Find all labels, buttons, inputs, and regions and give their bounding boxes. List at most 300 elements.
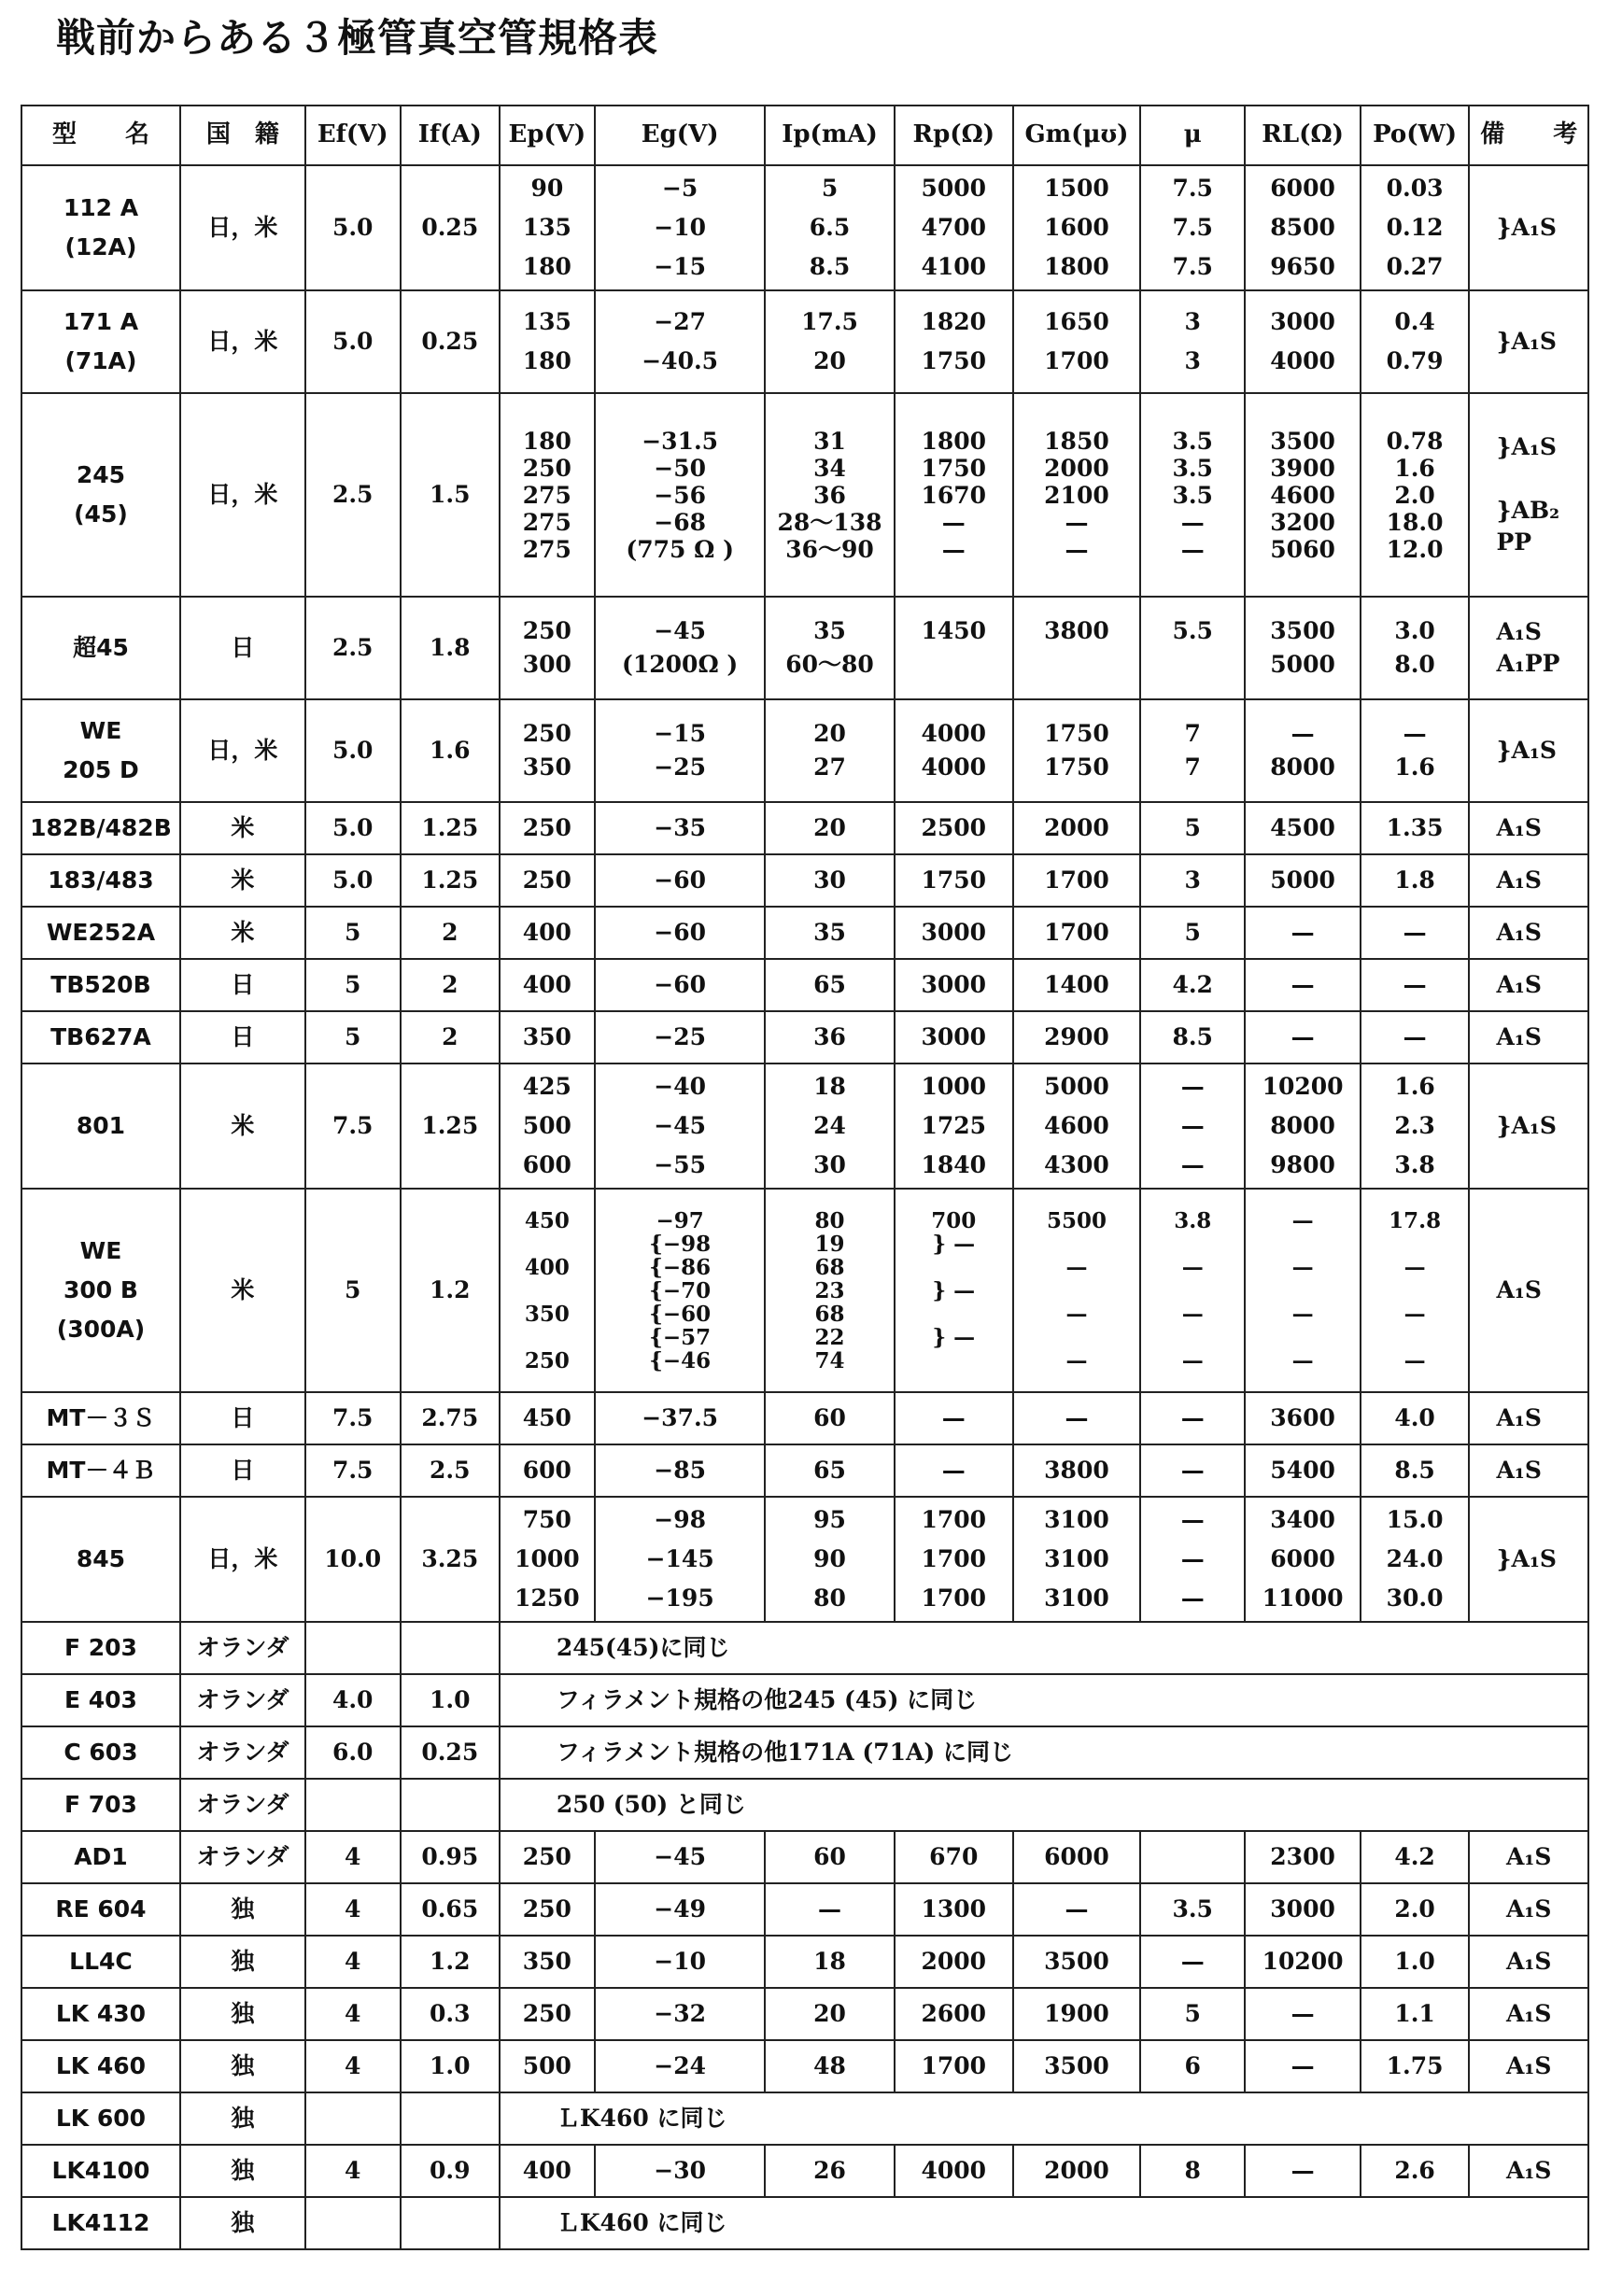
table-row xyxy=(21,2040,1588,2092)
remarks-cell xyxy=(1469,290,1588,393)
rp-cell: 2000 xyxy=(895,1936,1013,1988)
ep-cell xyxy=(500,1497,595,1622)
rp-cell xyxy=(895,1497,1013,1622)
ep-cell: 250 xyxy=(500,1988,595,2040)
remarks-cell xyxy=(1469,1063,1588,1189)
model-cell-value: 171 A xyxy=(63,308,139,335)
ef-cell xyxy=(305,2092,401,2145)
table-row xyxy=(21,2197,1588,2249)
po-cell-value xyxy=(1365,1233,1465,1256)
remarks-cell xyxy=(1469,1011,1588,1063)
eg-cell-value: −45 xyxy=(654,1112,707,1139)
ef-cell: 4 xyxy=(305,2040,401,2092)
rl-cell-value: 10200 xyxy=(1262,1073,1344,1100)
ip-cell-value: 23 xyxy=(814,1277,845,1303)
eg-cell xyxy=(595,854,766,907)
nationality-cell: オランダ xyxy=(180,1779,305,1831)
model-cell: LK 460 xyxy=(21,2040,180,2092)
same-as-text: 245(45)に同じ xyxy=(500,1622,1588,1674)
rl-cell-value: 3000 xyxy=(1270,308,1335,335)
rl-cell-value: — xyxy=(1291,919,1315,946)
gm-cell: 6000 xyxy=(1013,1831,1140,1883)
gm-cell-value: 4300 xyxy=(1044,1151,1109,1178)
rp-cell xyxy=(895,907,1013,959)
header-gm: Gm(μʊ) xyxy=(1013,106,1140,165)
rp-cell-value: 1700 xyxy=(921,1585,987,1612)
header-mu: μ xyxy=(1140,106,1246,165)
table-row xyxy=(21,1988,1588,2040)
rp-cell: 4000 xyxy=(895,2145,1013,2197)
remarks-cell-value: PP xyxy=(1496,528,1532,556)
rl-cell: 3000 xyxy=(1245,1883,1360,1936)
if-cell: 2 xyxy=(401,907,500,959)
mu-cell-value: — xyxy=(1180,1457,1205,1484)
rp-cell: 2600 xyxy=(895,1988,1013,2040)
mu-cell: 5 xyxy=(1140,1988,1246,2040)
model-cell-value: 205 D xyxy=(63,756,139,783)
table-row xyxy=(21,1936,1588,1988)
rl-cell xyxy=(1245,1444,1360,1497)
ep-cell-value: 90 xyxy=(530,175,564,202)
gm-cell xyxy=(1013,1189,1140,1392)
ep-cell-value: 350 xyxy=(522,1023,571,1050)
mu-cell-value xyxy=(1145,1326,1241,1349)
ip-cell-value: 31 xyxy=(813,427,846,455)
rp-cell-value: — xyxy=(941,508,966,536)
ef-cell: 5.0 xyxy=(305,802,401,854)
model-cell: LK4112 xyxy=(21,2197,180,2249)
gm-cell: 1900 xyxy=(1013,1988,1140,2040)
eg-cell xyxy=(595,290,766,393)
same-as-text: 250 (50) と同じ xyxy=(500,1779,1588,1831)
if-cell: 1.2 xyxy=(401,1936,500,1988)
if-cell: 3.25 xyxy=(401,1497,500,1622)
eg-cell-value: −45 xyxy=(654,617,707,644)
rl-cell: — xyxy=(1245,1988,1360,2040)
rl-cell-value xyxy=(1249,1279,1355,1303)
rl-cell-value: 4600 xyxy=(1270,481,1335,509)
po-cell: 1.75 xyxy=(1361,2040,1470,2092)
gm-cell: 3500 xyxy=(1013,2040,1140,2092)
ip-cell xyxy=(765,959,894,1011)
ef-cell: 2.5 xyxy=(305,597,401,699)
nationality-cell: 日 xyxy=(180,959,305,1011)
rp-cell xyxy=(895,802,1013,854)
ep-cell xyxy=(500,1011,595,1063)
model-cell-value: MT－３Ｓ xyxy=(46,1404,156,1431)
rp-cell-value: 1750 xyxy=(921,347,987,374)
if-cell: 2.75 xyxy=(401,1392,500,1444)
rl-cell-value: 3600 xyxy=(1270,1404,1335,1431)
mu-cell-value: — xyxy=(1180,1073,1205,1100)
eg-cell-value: {−86 xyxy=(649,1254,712,1280)
mu-cell xyxy=(1140,907,1246,959)
ip-cell-value: 34 xyxy=(813,454,846,482)
model-cell-value: 300 B xyxy=(63,1276,138,1303)
ef-cell: 4 xyxy=(305,1831,401,1883)
ep-cell-value: 450 xyxy=(522,1404,571,1431)
po-cell xyxy=(1361,1063,1470,1189)
ip-cell-value: 28～138 xyxy=(777,508,882,536)
mu-cell-value: — xyxy=(1181,1301,1204,1327)
ef-cell: 5.0 xyxy=(305,165,401,290)
po-cell-value: 4.0 xyxy=(1394,1404,1435,1431)
eg-cell-value: −68 xyxy=(654,508,707,536)
ip-cell xyxy=(765,290,894,393)
same-as-text: ＬK460 に同じ xyxy=(500,2092,1588,2145)
nationality-cell: 日，米 xyxy=(180,290,305,393)
ef-cell: 5.0 xyxy=(305,854,401,907)
eg-cell xyxy=(595,907,766,959)
table-row xyxy=(21,1622,1588,1674)
po-cell-value: 24.0 xyxy=(1386,1545,1444,1572)
rp-cell xyxy=(895,393,1013,597)
model-cell xyxy=(21,959,180,1011)
gm-cell-value: 1700 xyxy=(1044,347,1109,374)
ep-cell xyxy=(500,1063,595,1189)
nationality-cell: 米 xyxy=(180,907,305,959)
gm-cell-value: 2000 xyxy=(1044,454,1109,482)
model-cell: F 203 xyxy=(21,1622,180,1674)
rp-cell-value: 1820 xyxy=(921,308,987,335)
ef-cell xyxy=(305,1622,401,1674)
gm-cell-value xyxy=(1018,1326,1135,1349)
po-cell: 1.0 xyxy=(1361,1936,1470,1988)
mu-cell-value: 4.2 xyxy=(1172,971,1213,998)
remarks-cell xyxy=(1469,597,1588,699)
gm-cell-value: 1750 xyxy=(1044,754,1109,781)
nationality-cell: 日，米 xyxy=(180,1497,305,1622)
ep-cell-value xyxy=(504,1326,590,1349)
ep-cell-value: 425 xyxy=(522,1073,571,1100)
ip-cell xyxy=(765,1444,894,1497)
gm-cell-value: 2900 xyxy=(1044,1023,1109,1050)
eg-cell: −30 xyxy=(595,2145,766,2197)
gm-cell-value: 1850 xyxy=(1044,427,1109,455)
eg-cell-value: −195 xyxy=(645,1585,714,1612)
eg-cell xyxy=(595,1444,766,1497)
mu-cell: — xyxy=(1140,1936,1246,1988)
rp-cell-value: } — xyxy=(932,1324,976,1350)
rl-cell xyxy=(1245,1497,1360,1622)
if-cell: 0.95 xyxy=(401,1831,500,1883)
model-cell xyxy=(21,393,180,597)
eg-cell-value: −15 xyxy=(654,253,707,280)
rp-cell-value: 1450 xyxy=(921,617,987,644)
nationality-cell: 日，米 xyxy=(180,393,305,597)
model-cell: AD1 xyxy=(21,1831,180,1883)
mu-cell-value: 7.5 xyxy=(1172,214,1213,241)
mu-cell-value: — xyxy=(1180,1404,1205,1431)
remarks-cell-value: }A₁S xyxy=(1496,328,1557,355)
eg-cell-value: −40 xyxy=(654,1073,707,1100)
ep-cell xyxy=(500,854,595,907)
rp-cell-value: 1800 xyxy=(921,427,987,455)
nationality-cell: 米 xyxy=(180,802,305,854)
ef-cell: 4.0 xyxy=(305,1674,401,1726)
remarks-cell-value: }A₁S xyxy=(1496,433,1557,460)
remarks-cell-value: A₁S xyxy=(1496,1276,1542,1303)
po-cell-value: 1.6 xyxy=(1394,454,1435,482)
table-row xyxy=(21,597,1588,699)
rl-cell xyxy=(1245,1392,1360,1444)
po-cell xyxy=(1361,165,1470,290)
mu-cell xyxy=(1140,1831,1246,1883)
gm-cell: 3500 xyxy=(1013,1936,1140,1988)
ip-cell-value: 30 xyxy=(813,866,846,894)
nationality-cell: 日，米 xyxy=(180,699,305,802)
mu-cell-value: 3.5 xyxy=(1172,427,1213,455)
table-row xyxy=(21,854,1588,907)
remarks-cell xyxy=(1469,802,1588,854)
mu-cell-value: 7 xyxy=(1184,754,1201,781)
po-cell-value: 3.0 xyxy=(1394,617,1435,644)
mu-cell: 8 xyxy=(1140,2145,1246,2197)
po-cell xyxy=(1361,854,1470,907)
rl-cell-value: 3200 xyxy=(1270,508,1335,536)
eg-cell-value: −85 xyxy=(654,1457,707,1484)
mu-cell-value: 5 xyxy=(1184,919,1201,946)
ep-cell-value: 300 xyxy=(522,651,571,678)
if-cell: 1.25 xyxy=(401,802,500,854)
if-cell xyxy=(401,1622,500,1674)
rl-cell xyxy=(1245,393,1360,597)
rl-cell-value: — xyxy=(1291,1023,1315,1050)
po-cell-value xyxy=(1365,1326,1465,1349)
ef-cell: 6.0 xyxy=(305,1726,401,1779)
rp-cell-value xyxy=(899,648,1008,682)
ip-cell: 48 xyxy=(765,2040,894,2092)
ip-cell-value: 68 xyxy=(814,1301,845,1327)
rp-cell-value xyxy=(899,1256,1008,1279)
rl-cell xyxy=(1245,959,1360,1011)
model-cell: LK 430 xyxy=(21,1988,180,2040)
model-cell: LK 600 xyxy=(21,2092,180,2145)
rp-cell-value: 1000 xyxy=(921,1073,987,1100)
if-cell xyxy=(401,2197,500,2249)
gm-cell xyxy=(1013,699,1140,802)
remarks-cell-value: A₁S xyxy=(1496,971,1542,998)
header-model: 型 名 xyxy=(21,106,180,165)
mu-cell: 3.5 xyxy=(1140,1883,1246,1936)
nationality-cell: 独 xyxy=(180,2092,305,2145)
rl-cell: 10200 xyxy=(1245,1936,1360,1988)
nationality-cell: 米 xyxy=(180,1189,305,1392)
remarks-cell-value: }A₁S xyxy=(1496,214,1557,241)
same-as-text: フィラメント規格の他245 (45) に同じ xyxy=(500,1674,1588,1726)
rl-cell-value: 5000 xyxy=(1270,651,1335,678)
eg-cell: −49 xyxy=(595,1883,766,1936)
mu-cell xyxy=(1140,1444,1246,1497)
gm-cell-value: 1750 xyxy=(1044,720,1109,747)
po-cell-value: — xyxy=(1403,1301,1426,1327)
rp-cell xyxy=(895,165,1013,290)
rp-cell-value: 1725 xyxy=(921,1112,987,1139)
rl-cell xyxy=(1245,1063,1360,1189)
ep-cell: 250 xyxy=(500,1831,595,1883)
eg-cell-value: (1200Ω ) xyxy=(622,651,739,678)
ef-cell: 5.0 xyxy=(305,290,401,393)
remarks-cell-value: }A₁S xyxy=(1496,1112,1557,1139)
model-cell-value: 845 xyxy=(76,1545,126,1572)
eg-cell xyxy=(595,597,766,699)
ip-cell-value: 20 xyxy=(813,814,846,841)
remarks-cell: A₁S xyxy=(1469,1936,1588,1988)
nationality-cell: オランダ xyxy=(180,1831,305,1883)
ip-cell-value: 60 xyxy=(813,1404,846,1431)
ep-cell-value: 450 xyxy=(524,1207,570,1233)
mu-cell-value: 3 xyxy=(1184,308,1201,335)
po-cell xyxy=(1361,393,1470,597)
remarks-cell-value: A₁PP xyxy=(1496,650,1560,677)
ip-cell-value: 60～80 xyxy=(785,651,874,678)
ep-cell xyxy=(500,597,595,699)
eg-cell-value: {−60 xyxy=(649,1301,712,1327)
gm-cell-value xyxy=(1018,1279,1135,1303)
rp-cell-value: 4000 xyxy=(921,720,987,747)
ef-cell xyxy=(305,2197,401,2249)
po-cell: 2.6 xyxy=(1361,2145,1470,2197)
eg-cell: −45 xyxy=(595,1831,766,1883)
model-cell: RE 604 xyxy=(21,1883,180,1936)
gm-cell-value: 1700 xyxy=(1044,919,1109,946)
po-cell-value: 8.0 xyxy=(1394,651,1435,678)
rl-cell-value: 8000 xyxy=(1270,754,1335,781)
model-cell-value: 183/483 xyxy=(48,866,154,894)
gm-cell xyxy=(1013,165,1140,290)
remarks-cell xyxy=(1469,907,1588,959)
eg-cell-value: −35 xyxy=(654,814,707,841)
ep-cell xyxy=(500,907,595,959)
header-po: Po(W) xyxy=(1361,106,1470,165)
nationality-cell: 独 xyxy=(180,2040,305,2092)
eg-cell xyxy=(595,1189,766,1392)
eg-cell-value: −98 xyxy=(654,1506,707,1533)
ip-cell xyxy=(765,393,894,597)
model-cell-value: TB627A xyxy=(50,1023,151,1050)
gm-cell xyxy=(1013,290,1140,393)
rp-cell-value xyxy=(899,1349,1008,1373)
mu-cell-value: — xyxy=(1181,1254,1204,1280)
table-row xyxy=(21,2092,1588,2145)
rp-cell-value xyxy=(899,1303,1008,1326)
table-row xyxy=(21,1189,1588,1392)
model-cell xyxy=(21,802,180,854)
mu-cell-value: 7.5 xyxy=(1172,175,1213,202)
gm-cell xyxy=(1013,393,1140,597)
ep-cell-value: 400 xyxy=(524,1254,570,1280)
gm-cell xyxy=(1013,802,1140,854)
header-ef: Ef(V) xyxy=(305,106,401,165)
ep-cell-value: 750 xyxy=(522,1506,571,1533)
ip-cell: — xyxy=(765,1883,894,1936)
rp-cell-value: 3000 xyxy=(921,919,987,946)
model-cell: E 403 xyxy=(21,1674,180,1726)
remarks-cell xyxy=(1469,165,1588,290)
ef-cell: 5 xyxy=(305,907,401,959)
mu-cell xyxy=(1140,1189,1246,1392)
rl-cell-value: 4500 xyxy=(1270,814,1335,841)
mu-cell-value: — xyxy=(1180,535,1205,563)
po-cell-value: 0.03 xyxy=(1386,175,1444,202)
eg-cell-value: −50 xyxy=(654,454,707,482)
if-cell: 0.3 xyxy=(401,1988,500,2040)
model-cell xyxy=(21,1011,180,1063)
gm-cell-value: — xyxy=(1065,1254,1088,1280)
rp-cell xyxy=(895,959,1013,1011)
if-cell: 1.8 xyxy=(401,597,500,699)
ep-cell-value: 250 xyxy=(522,720,571,747)
rp-cell-value: 3000 xyxy=(921,971,987,998)
ip-cell xyxy=(765,1497,894,1622)
nationality-cell: 日，米 xyxy=(180,165,305,290)
po-cell-value: 3.8 xyxy=(1394,1151,1435,1178)
po-cell-value: — xyxy=(1403,919,1427,946)
gm-cell-value: — xyxy=(1065,1301,1088,1327)
model-cell: LL4C xyxy=(21,1936,180,1988)
po-cell-value: 12.0 xyxy=(1386,535,1444,563)
po-cell-value: 0.78 xyxy=(1386,427,1444,455)
same-as-text: ＬK460 に同じ xyxy=(500,2197,1588,2249)
eg-cell-value: −60 xyxy=(654,971,707,998)
gm-cell: 2000 xyxy=(1013,2145,1140,2197)
rp-cell-value: — xyxy=(941,1404,966,1431)
eg-cell-value: {−98 xyxy=(649,1231,712,1257)
ip-cell xyxy=(765,165,894,290)
mu-cell-value: 3.5 xyxy=(1172,481,1213,509)
ep-cell xyxy=(500,699,595,802)
if-cell: 0.9 xyxy=(401,2145,500,2197)
nationality-cell: オランダ xyxy=(180,1674,305,1726)
po-cell-value: — xyxy=(1403,1254,1426,1280)
ip-cell-value: 6.5 xyxy=(809,214,851,241)
if-cell: 0.25 xyxy=(401,1726,500,1779)
gm-cell-value: 3100 xyxy=(1044,1545,1109,1572)
remarks-cell-value: A₁S xyxy=(1496,618,1542,645)
mu-cell-value xyxy=(1145,648,1241,682)
rp-cell: 1700 xyxy=(895,2040,1013,2092)
remarks-cell xyxy=(1469,1497,1588,1622)
if-cell: 1.5 xyxy=(401,393,500,597)
mu-cell xyxy=(1140,959,1246,1011)
model-cell-value: 245 xyxy=(76,461,126,488)
eg-cell-value: −97 xyxy=(656,1207,704,1233)
gm-cell xyxy=(1013,1444,1140,1497)
mu-cell-value: 5 xyxy=(1184,814,1201,841)
if-cell xyxy=(401,2092,500,2145)
eg-cell-value: −145 xyxy=(645,1545,714,1572)
if-cell: 1.0 xyxy=(401,1674,500,1726)
po-cell-value: 18.0 xyxy=(1386,508,1444,536)
mu-cell xyxy=(1140,165,1246,290)
gm-cell-value: — xyxy=(1065,1347,1088,1373)
ep-cell: 400 xyxy=(500,2145,595,2197)
ef-cell: 7.5 xyxy=(305,1063,401,1189)
model-cell-value: 112 A xyxy=(63,194,139,221)
rp-cell-value: } — xyxy=(932,1231,976,1257)
rl-cell-value: 3900 xyxy=(1270,454,1335,482)
ef-cell: 5.0 xyxy=(305,699,401,802)
po-cell-value: 1.8 xyxy=(1394,866,1435,894)
table-row xyxy=(21,907,1588,959)
header-ip: Ip(mA) xyxy=(765,106,894,165)
model-cell-value: (45) xyxy=(74,500,128,528)
rl-cell-value: 5400 xyxy=(1270,1457,1335,1484)
remarks-cell xyxy=(1469,1189,1588,1392)
rl-cell-value: 6000 xyxy=(1270,1545,1335,1572)
if-cell: 1.0 xyxy=(401,2040,500,2092)
rp-cell-value: 1750 xyxy=(921,454,987,482)
